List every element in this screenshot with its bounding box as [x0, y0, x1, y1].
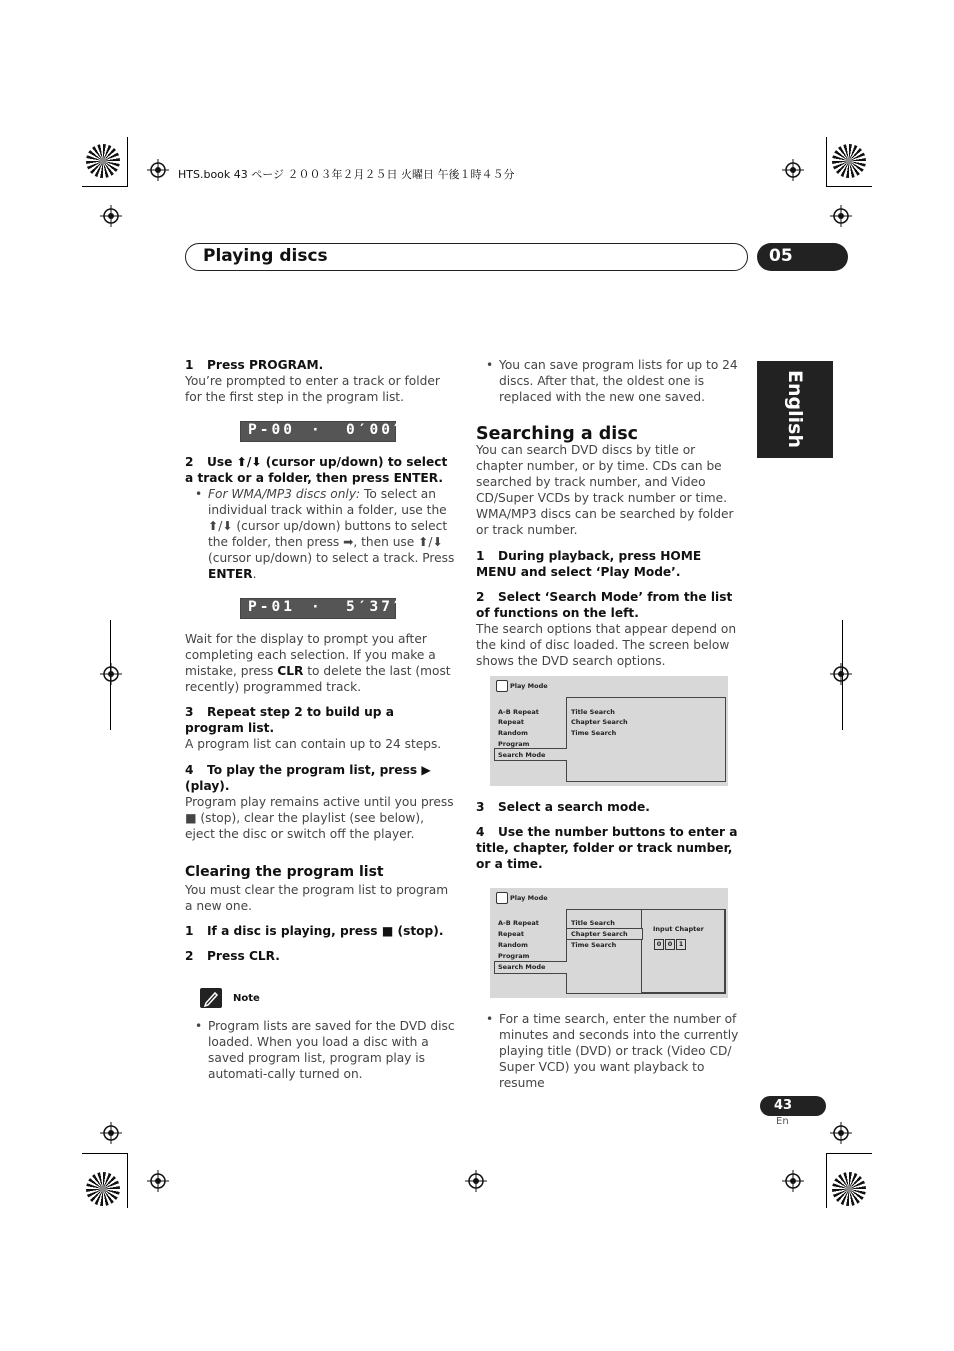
lcd-separator: · — [311, 599, 323, 615]
search-heading: Searching a disc — [476, 424, 639, 444]
lcd-display-1 — [240, 421, 405, 442]
note-label: Note — [233, 993, 260, 1004]
option-title-search[interactable]: Title Search — [571, 919, 615, 927]
search-description: You can search DVD discs by title or chapter number, or by time. CDs can be searched by track number, and Video CD/Super VCDs by track number or time. WMA/MP3 discs can be searched by folder or track number. — [476, 443, 734, 537]
lcd-time: 0′00″ — [346, 422, 405, 438]
language-code: En — [776, 1116, 789, 1127]
left-lower-block — [185, 631, 455, 964]
left-column — [185, 357, 455, 405]
step-3-description: A program list can contain up to 24 steps. — [185, 737, 442, 751]
menu-item-ab-repeat[interactable]: A-B Repeat — [498, 708, 539, 716]
lcd-separator: · — [311, 422, 323, 438]
registration-burst-icon — [832, 144, 866, 178]
play-mode-icon — [496, 892, 508, 904]
screen-title: Play Mode — [510, 682, 548, 690]
option-time-search[interactable]: Time Search — [571, 941, 617, 949]
step-1-description: You’re prompted to enter a track or folder for the first step in the program list. — [185, 374, 440, 404]
input-panel — [641, 909, 725, 993]
crosshair-icon — [100, 1122, 122, 1144]
option-chapter-search[interactable]: Chapter Search — [571, 930, 628, 938]
crosshair-icon — [100, 663, 122, 685]
option-title-search[interactable]: Title Search — [571, 708, 615, 716]
screen-title: Play Mode — [510, 894, 548, 902]
clear-step-1: 1 If a disc is playing, press ■ (stop). — [185, 924, 444, 938]
crop-mark — [826, 186, 872, 187]
crosshair-icon — [830, 1122, 852, 1144]
menu-item-program[interactable]: Program — [498, 740, 530, 748]
section-title-bar — [185, 243, 748, 271]
digit-box[interactable]: 0 — [665, 939, 675, 950]
digit-box[interactable]: 1 — [676, 939, 686, 950]
crop-mark — [826, 137, 827, 187]
menu-item-search-mode[interactable]: Search Mode — [498, 751, 546, 759]
section-title: Playing discs — [203, 246, 328, 266]
play-mode-screen-2 — [490, 888, 728, 998]
play-mode-icon — [496, 680, 508, 692]
digit-box[interactable]: 0 — [654, 939, 664, 950]
step-4-description: Program play remains active until you press ■ (stop), clear the playlist (see below), eject the disc or switch off the player. — [185, 795, 454, 841]
save-bullet: • You can save program lists for up to 24 discs. After that, the oldest one is replaced with the new one saved. — [476, 357, 744, 405]
print-file-stamp: HTS.book 43 ページ ２００３年２月２５日 火曜日 午後１時４５分 — [178, 168, 515, 181]
step-1: 1 Press PROGRAM. — [185, 358, 324, 372]
crop-mark — [127, 1153, 128, 1208]
menu-item-repeat[interactable]: Repeat — [498, 930, 524, 938]
step-3: 3 Repeat step 2 to build up a program list. — [185, 705, 395, 735]
clear-description: You must clear the program list to program a new one. — [185, 883, 449, 913]
lcd-time: 5′37″ — [346, 599, 405, 615]
registration-burst-icon — [86, 1172, 120, 1206]
time-search-block — [476, 1011, 744, 1091]
option-time-search[interactable]: Time Search — [571, 729, 617, 737]
crosshair-icon — [782, 159, 804, 181]
wma-mp3-bullet: • For WMA/MP3 discs only: To select an individual track within a folder, use the ⬆/⬇ (cursor up/down) buttons to select the folder, then press ➡, then use ⬆/⬇ (cursor up/down) to select a track. Press ENTER. — [185, 486, 455, 582]
search-step-2-description: The search options that appear depend on the kind of disc loaded. The screen below shows the DVD search options. — [476, 622, 737, 668]
crop-mark — [127, 137, 128, 187]
crosshair-icon — [100, 205, 122, 227]
lcd-step: P-00 — [248, 422, 295, 438]
page-number: 43 — [774, 1098, 793, 1113]
step-4: 4 To play the program list, press ▶ (play). — [185, 763, 431, 793]
search-step-2: 2 Select ‘Search Mode’ from the list of functions on the left. — [476, 590, 733, 620]
crop-mark — [826, 1153, 872, 1154]
wait-paragraph: Wait for the display to prompt you after completing each selection. If you make a mistake, press CLR to delete the last (most recently) programmed track. — [185, 632, 451, 694]
play-mode-screen-1 — [490, 676, 728, 786]
language-tab-label: English — [784, 370, 806, 448]
language-tab — [757, 361, 833, 458]
crosshair-icon — [465, 1170, 487, 1192]
menu-item-random[interactable]: Random — [498, 729, 528, 737]
menu-item-ab-repeat[interactable]: A-B Repeat — [498, 919, 539, 927]
step-2: 2 Use ⬆/⬇ (cursor up/down) to select a track or a folder, then press ENTER. — [185, 455, 448, 485]
note-block — [185, 1018, 455, 1082]
clear-heading: Clearing the program list — [185, 864, 384, 880]
page-number-badge — [760, 1096, 826, 1116]
lcd-display-2 — [240, 598, 405, 619]
note-bullet: • Program lists are saved for the DVD disc loaded. When you load a disc with a saved program list, program play is automati-cally turned on. — [185, 1018, 455, 1082]
search-step-3: 3 Select a search mode. — [476, 800, 650, 814]
crosshair-icon — [782, 1170, 804, 1192]
time-search-bullet: • For a time search, enter the number of minutes and seconds into the currently playing title (DVD) or track (Video CD/ Super VCD) you want playback to resume — [476, 1011, 744, 1091]
crop-mark — [82, 186, 128, 187]
crosshair-icon — [147, 159, 169, 181]
option-chapter-search[interactable]: Chapter Search — [571, 718, 628, 726]
right-column — [476, 357, 744, 669]
crosshair-icon — [830, 663, 852, 685]
lcd-step: P-01 — [248, 599, 295, 615]
crosshair-icon — [830, 205, 852, 227]
menu-item-random[interactable]: Random — [498, 941, 528, 949]
crosshair-icon — [147, 1170, 169, 1192]
right-steps-3-4 — [476, 799, 744, 872]
crop-mark — [82, 1153, 128, 1154]
menu-item-repeat[interactable]: Repeat — [498, 718, 524, 726]
input-chapter-label: Input Chapter — [653, 925, 704, 933]
registration-burst-icon — [832, 1172, 866, 1206]
menu-item-program[interactable]: Program — [498, 952, 530, 960]
left-step-2-block — [185, 454, 455, 582]
chapter-number: 05 — [769, 246, 793, 266]
chapter-badge — [757, 243, 848, 271]
menu-item-search-mode[interactable]: Search Mode — [498, 963, 546, 971]
search-step-1: 1 During playback, press HOME MENU and select ‘Play Mode’. — [476, 549, 702, 579]
note-pencil-icon — [200, 988, 222, 1008]
clear-step-2: 2 Press CLR. — [185, 949, 280, 963]
search-step-4: 4 Use the number buttons to enter a title, chapter, folder or track number, or a time. — [476, 825, 738, 871]
crop-mark — [826, 1153, 827, 1208]
registration-burst-icon — [86, 144, 120, 178]
